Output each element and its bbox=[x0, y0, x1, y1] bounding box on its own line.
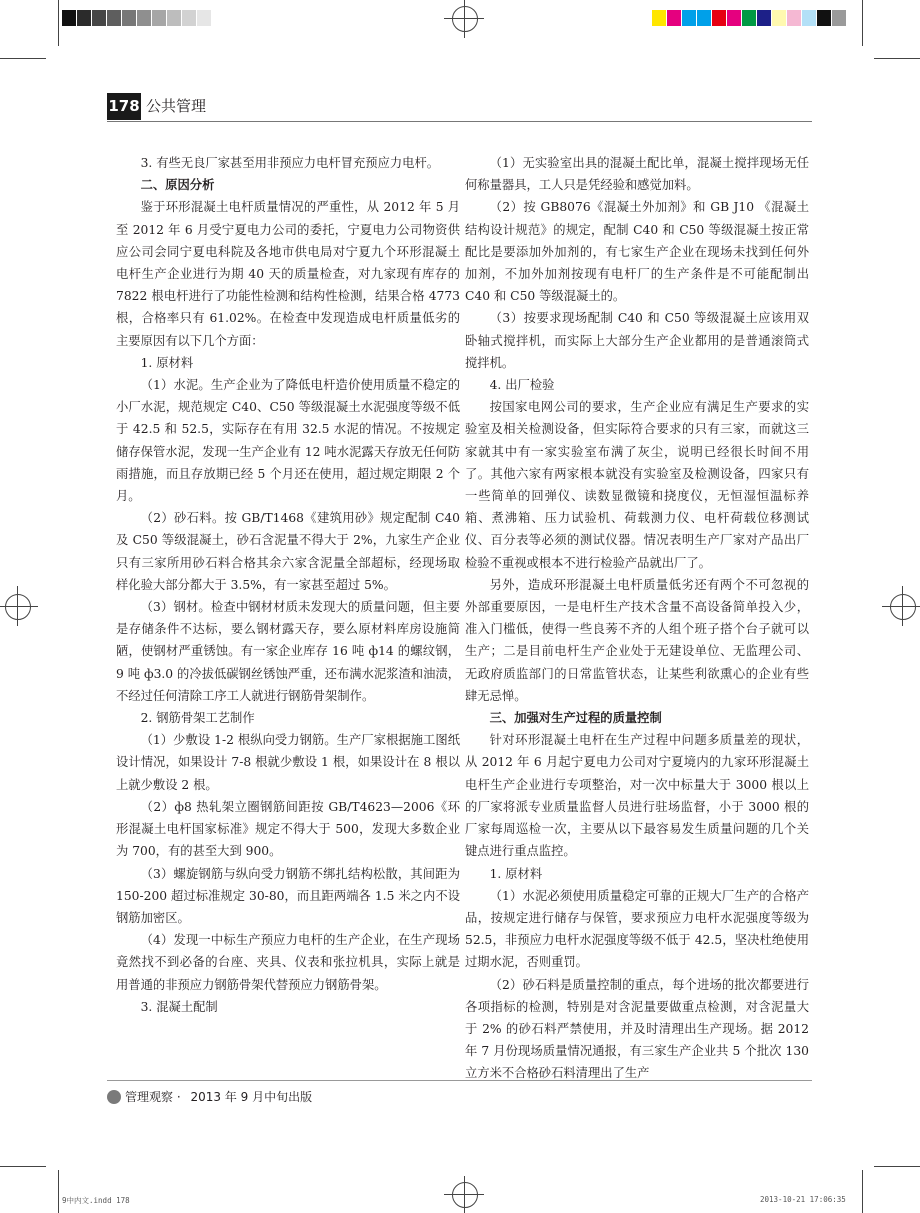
paragraph: （2）按 GB8076《混凝土外加剂》和 GB J10 《混凝土结构设计规范》的规定，配制 C40 和 C50 等级混凝土按正常配比是要添加外加剂的，有七家生产企业在现场未找到任何外加剂，不加外加剂按现有电杆厂的生产条件是不可能配制出 C40 和 C50 等级混凝土的。 bbox=[465, 200, 809, 304]
paragraph: （3）按要求现场配制 C40 和 C50 等级混凝土应该用双卧轴式搅拌机，而实际上大部分生产企业都用的是普通滚筒式搅拌机。 bbox=[465, 311, 809, 370]
footer bbox=[125, 1086, 312, 1108]
footer-rule bbox=[107, 1080, 812, 1081]
section-heading: 三、加强对生产过程的质量控制 bbox=[489, 711, 662, 726]
paragraph: （3）钢材。检查中钢材材质未发现大的质量问题，但主要是存储条件不达标，要么钢材露天存，要么原材料库房设施简陋，使钢材严重锈蚀。有一家企业库存 16 吨 ф14 的螺纹钢，9 吨 ф3.0 的冷拔低碳钢丝锈蚀严重，还布满水泥浆渣和油渍，不经过任何清除工序工人就进行钢筋骨架制作。 bbox=[116, 600, 460, 703]
left-column bbox=[116, 152, 460, 1018]
gray-swatch bbox=[167, 10, 181, 26]
gray-swatch bbox=[107, 10, 121, 26]
section-heading: 二、原因分析 bbox=[140, 178, 215, 193]
color-swatch bbox=[667, 10, 681, 26]
paragraph: （1）水泥。生产企业为了降低电杆造价使用质量不稳定的小厂水泥，规范规定 C40、C50 等级混凝土水泥强度等级不低于 42.5 和 52.5，实际存在有用 32.5 水泥的情况。不按规定储存保管水泥，发现一生产企业有 12 吨水泥露天存放无任何防雨措施，而且存放期已经 5 个月还在使用，超过规定期限 2 个月。 bbox=[116, 378, 460, 504]
registration-crosshair-v bbox=[902, 586, 903, 626]
registration-mark-right bbox=[890, 594, 916, 620]
subsection-heading: 4. 出厂检验 bbox=[489, 378, 555, 393]
color-swatch bbox=[787, 10, 801, 26]
paragraph: （1）水泥必须使用质量稳定可靠的正规大厂生产的合格产品，按规定进行储存与保管，要求预应力电杆水泥强度等级为 52.5，非预应力电杆水泥强度等级不低于 42.5，坚决杜绝使用过期水泥，否则重罚。 bbox=[465, 888, 809, 970]
registration-mark-bottom bbox=[452, 1182, 478, 1208]
crop-mark bbox=[862, 0, 863, 46]
section-title: 公共管理 bbox=[146, 97, 207, 115]
color-swatch bbox=[682, 10, 696, 26]
paragraph: 针对环形混凝土电杆在生产过程中问题多质量差的现状，从 2012 年 6 月起宁夏电力公司对宁夏境内的九家环形混凝土电杆生产企业进行专项整治，对一次中标量大于 3000 根以上的厂家将派专业质量监督人员进行驻场监督，小于 3000 根的厂家每周巡检一次，主要从以下最容易发生质量问题的几个关键点进行重点监控。 bbox=[465, 733, 809, 859]
paragraph: （2）砂石料是质量控制的重点，每个进场的批次都要进行各项指标的检测，特别是对含泥量要做重点检测，对含泥量大于 2% 的砂石料严禁使用，并及时清理出生产现场。据 2012 年 7 月份现场质量情况通报，有三家生产企业共 5 个批次 130 立方米不合格砂石料清理出了生产 bbox=[465, 977, 809, 1081]
color-swatch bbox=[742, 10, 756, 26]
slug-file: 9中内文.indd 178 bbox=[62, 1196, 130, 1205]
gray-swatch bbox=[182, 10, 196, 26]
color-swatch bbox=[817, 10, 831, 26]
paragraph: （4）发现一中标生产预应力电杆的生产企业，在生产现场竟然找不到必备的台座、夹具、仪表和张拉机具，实际上就是用普通的非预应力钢筋骨架代替预应力钢筋骨架。 bbox=[116, 933, 460, 992]
gray-swatch bbox=[92, 10, 106, 26]
gray-swatch bbox=[197, 10, 211, 26]
registration-mark-left bbox=[5, 594, 31, 620]
page-number: 178 bbox=[107, 93, 141, 120]
paragraph: （1）无实验室出具的混凝土配比单，混凝土搅拌现场无任何称量器具，工人只是凭经验和感觉加料。 bbox=[465, 156, 809, 193]
crop-mark bbox=[0, 1166, 46, 1167]
crop-mark bbox=[862, 1170, 863, 1213]
color-swatch bbox=[772, 10, 786, 26]
gray-swatch bbox=[122, 10, 136, 26]
crop-mark bbox=[58, 0, 59, 46]
gray-swatch bbox=[152, 10, 166, 26]
journal-logo-icon bbox=[107, 1090, 121, 1104]
color-swatch bbox=[727, 10, 741, 26]
registration-crosshair-v bbox=[464, 1176, 465, 1213]
color-swatch bbox=[712, 10, 726, 26]
color-swatch bbox=[832, 10, 846, 26]
registration-crosshair-v bbox=[17, 586, 18, 626]
gray-swatch bbox=[77, 10, 91, 26]
paragraph: （1）少敷设 1-2 根纵向受力钢筋。生产厂家根据施工图纸设计情况，如果设计 7-8 根就少敷设 1 根，如果设计在 8 根以上就少敷设 2 根。 bbox=[116, 733, 460, 792]
registration-crosshair-h bbox=[882, 606, 920, 607]
paragraph: 鉴于环形混凝土电杆质量情况的严重性，从 2012 年 5 月至 2012 年 6 月受宁夏电力公司的委托，宁夏电力公司物资供应公司会同宁夏电科院及各地市供电局对宁夏九个环形混凝土电杆生产企业进行为期 40 天的质量检查，对九家现有库存的 7822 根电杆进行了功能性检测和结构性检测，结果合格 4773 根，合格率只有 61.02%。在检查中发现造成电杆质量低劣的主要原因有以下几个方面： bbox=[116, 200, 460, 348]
issue-date: 2013 年 9 月中旬出版 bbox=[190, 1090, 313, 1104]
crop-mark bbox=[58, 1170, 59, 1213]
registration-mark-top-left bbox=[452, 6, 478, 32]
crop-mark bbox=[874, 1166, 920, 1167]
crop-mark bbox=[0, 58, 46, 59]
subsection-heading: 2. 钢筋骨架工艺制作 bbox=[140, 711, 255, 726]
paragraph: （3）螺旋钢筋与纵向受力钢筋不绑扎结构松散，其间距为 150-200 超过标准规定 30-80，而且距两端各 1.5 米之内不设钢筋加密区。 bbox=[116, 866, 460, 925]
right-column bbox=[465, 152, 809, 1085]
color-swatch bbox=[757, 10, 771, 26]
paragraph: （2）ф8 热轧架立圈钢筋间距按 GB/T4623—2006《环形混凝土电杆国家标准》规定不得大于 500，发现大多数企业为 700，有的甚至大到 900。 bbox=[116, 799, 460, 859]
paragraph: 3. 有些无良厂家甚至用非预应力电杆冒充预应力电杆。 bbox=[140, 156, 440, 170]
paragraph: （2）砂石料。按 GB/T1468《建筑用砂》规定配制 C40 及 C50 等级混凝土，砂石含泥量不得大于 2%，九家生产企业只有三家所用砂石料合格其余六家含泥量全部超标，经现场取样化验大部分都大于 3.5%，有一家甚至超过 5%。 bbox=[116, 511, 460, 592]
gray-swatch bbox=[62, 10, 76, 26]
subsection-heading: 1. 原材料 bbox=[489, 866, 543, 881]
footer-separator: · bbox=[176, 1090, 181, 1104]
gray-swatch bbox=[137, 10, 151, 26]
color-swatch bbox=[652, 10, 666, 26]
registration-crosshair-v bbox=[464, 0, 465, 38]
color-swatch bbox=[802, 10, 816, 26]
journal-name: 管理观察 bbox=[125, 1090, 174, 1104]
color-swatch bbox=[697, 10, 711, 26]
subsection-heading: 1. 原材料 bbox=[140, 355, 194, 370]
subsection-heading: 3. 混凝土配制 bbox=[140, 999, 218, 1014]
paragraph: 按国家电网公司的要求，生产企业应有满足生产要求的实验室及相关检测设备，但实际符合要求的只有三家，而就这三家就其中有一家实验室布满了灰尘，说明已经很长时间不用了。其他六家有两家根本就没有实验室及检测设备，四家只有一些简单的回弹仪、读数显微镜和挠度仪，无恒湿恒温标养箱、煮沸箱、压力试验机、荷载测力仪、电杆荷载位移测试仪、百分表等必须的测试仪器。情况表明生产厂家对产品出厂检验不重视或根本不进行检验产品就出厂了。 bbox=[465, 400, 809, 570]
registration-crosshair-h bbox=[0, 606, 38, 607]
crop-mark bbox=[874, 58, 920, 59]
paragraph: 另外，造成环形混凝土电杆质量低劣还有两个不可忽视的外部重要原因，一是电杆生产技术含量不高设备简单投入少，准入门槛低，使得一些良莠不齐的人组个班子搭个台子就可以生产；二是目前电杆生产企业处于无建设单位、无监理公司、无政府质监部门的日常监管状态，让某些利欲熏心的企业有些肆无忌惮。 bbox=[465, 577, 809, 703]
slug-timestamp: 2013-10-21 17:06:35 bbox=[760, 1195, 846, 1204]
header-rule bbox=[107, 121, 812, 122]
